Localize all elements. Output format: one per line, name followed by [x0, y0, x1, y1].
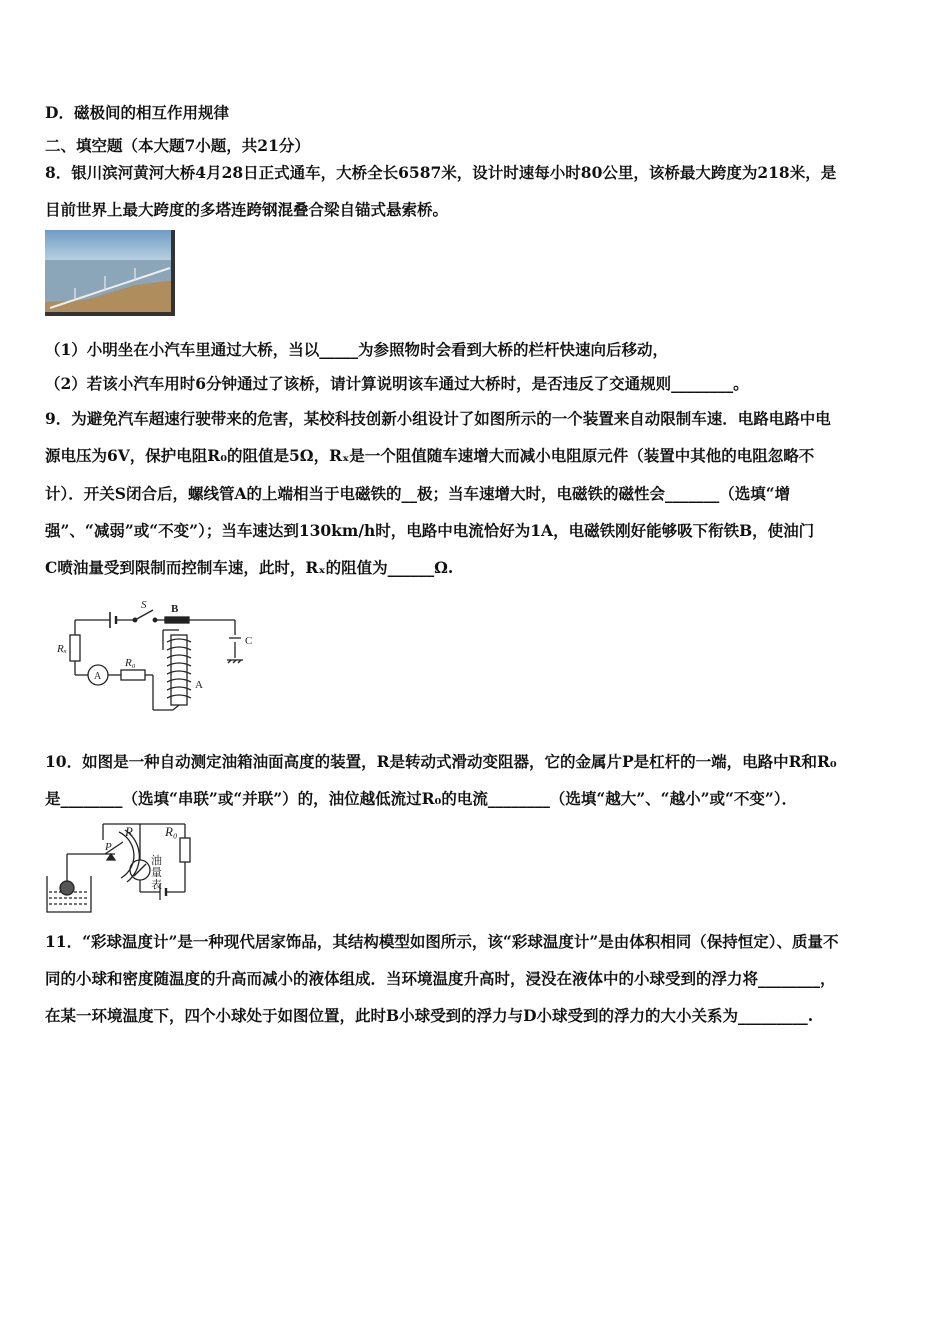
q9-text-1: 9．为避免汽车超速行驶带来的危害，某校科技创新小组设计了如图所示的一个装置来自动限制车速．电路电路中电: [45, 409, 831, 428]
q9-circuit-diagram: [45, 590, 255, 720]
q10-text-2: 是________（选填“串联”或“并联”）的，油位越低流过R₀的电流________（选填“越大”、“越小”或“不变”）．: [45, 789, 798, 808]
q8-text-1: 8．银川滨河黄河大桥4月28日正式通车，大桥全长6587米，设计时速每小时80公里，该桥最大跨度为218米，是: [45, 163, 837, 182]
label-s: S: [141, 599, 147, 611]
q10-fuel-gauge-diagram: [45, 820, 205, 916]
label-r0-fuel: R₀: [165, 824, 178, 839]
gauge-label-2: 量: [151, 867, 162, 879]
q8-text-2: 目前世界上最大跨度的多塔连跨钢混叠合梁自锚式悬索桥。: [45, 200, 449, 219]
gauge-label-3: 表: [151, 879, 162, 891]
label-r0: R₀: [125, 657, 136, 669]
q8-part-1: （1）小明坐在小汽车里通过大桥，当以_____为参照物时会看到大桥的栏杆快速向后移动，: [45, 340, 669, 359]
q11-text-1: 11．“彩球温度计”是一种现代居家饰品，其结构模型如图所示，该“彩球温度计”是由体积相同（保持恒定）、质量不: [45, 932, 839, 951]
q9-text-2: 源电压为6V，保护电阻R₀的阻值是5Ω，Rₓ是一个阻值随车速增大而减小电阻原元件（装置中其他的电阻忽略不: [45, 446, 815, 465]
label-rx: Rₓ: [57, 643, 67, 655]
ammeter-label: A: [94, 671, 102, 682]
q9-text-5: C喷油量受到限制而控制车速，此时，Rₓ的阻值为______Ω.: [45, 558, 454, 577]
q9-text-4: 强”、“减弱”或“不变”）；当车速达到130km/h时，电路中电流恰好为1A，电磁铁刚好能够吸下衔铁B，使油门: [45, 521, 815, 540]
bridge-photo: [45, 230, 175, 316]
q8-part-2: （2）若该小汽车用时6分钟通过了该桥，请计算说明该车通过大桥时，是否违反了交通规则________。: [45, 374, 749, 393]
q11-text-3: 在某一环境温度下，四个小球处于如图位置，此时B小球受到的浮力与D小球受到的浮力的大小关系为_________.: [45, 1006, 814, 1025]
option-d: D．磁极间的相互作用规律: [45, 103, 229, 122]
q11-text-2: 同的小球和密度随温度的升高而减小的液体组成．当环境温度升高时，浸没在液体中的小球受到的浮力将________，: [45, 969, 836, 988]
label-b: B: [171, 603, 179, 615]
label-r: R: [125, 824, 133, 839]
label-a: A: [195, 679, 203, 691]
gauge-label-1: 油: [151, 855, 162, 867]
q9-text-3: 计）．开关S闭合后，螺线管A的上端相当于电磁铁的__极；当车速增大时，电磁铁的磁性会_______（选填“增: [45, 484, 791, 503]
label-p: P: [105, 841, 112, 853]
q10-text-1: 10．如图是一种自动测定油箱油面高度的装置，R是转动式滑动变阻器，它的金属片P是杠杆的一端，电路中R和R₀: [45, 752, 837, 771]
section-heading: 二、填空题（本大题7小题，共21分）: [45, 136, 310, 155]
label-c: C: [245, 635, 253, 647]
